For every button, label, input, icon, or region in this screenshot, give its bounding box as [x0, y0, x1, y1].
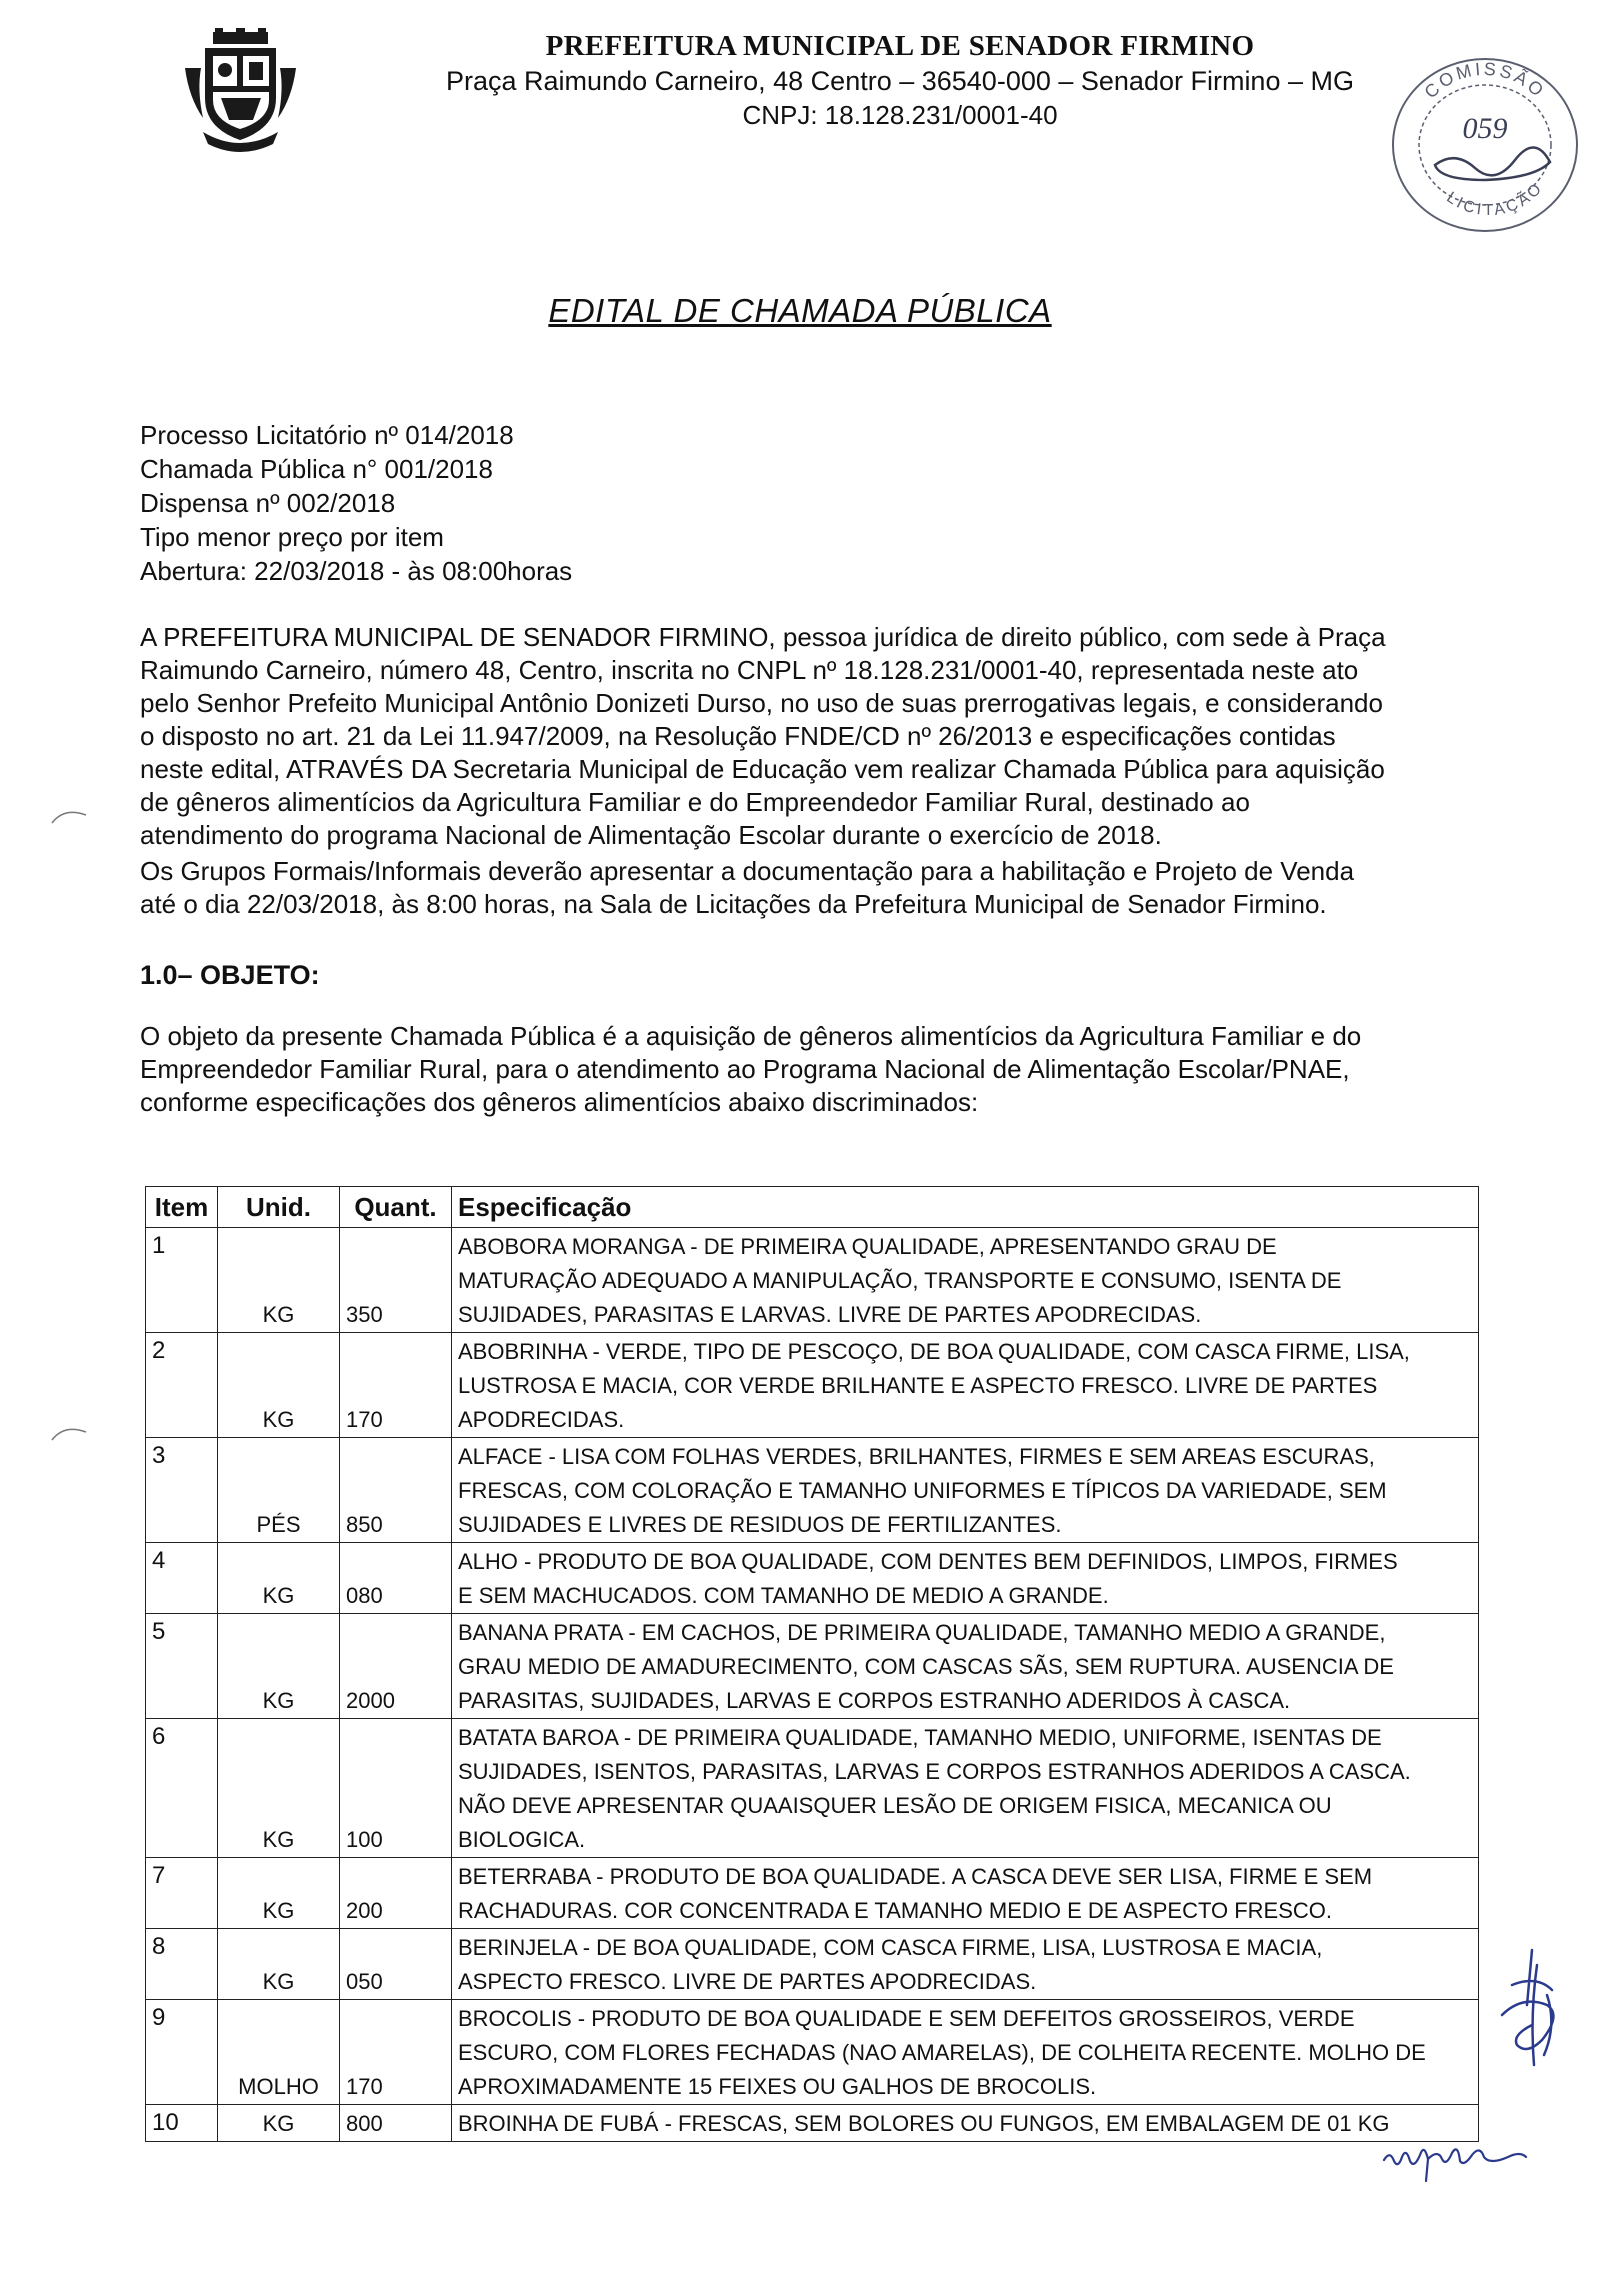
header-address: Praça Raimundo Carneiro, 48 Centro – 36540-000 – Senador Firmino – MG	[446, 66, 1354, 96]
object-paragraph	[140, 1020, 1440, 1119]
text-line: neste edital, ATRAVÉS DA Secretaria Municipal de Educação vem realizar Chamada Pública para aquisição	[140, 754, 1385, 784]
table-row	[146, 1719, 1479, 1858]
table-row	[146, 1438, 1479, 1543]
specification-line: APROXIMADAMENTE 15 FEIXES OU GALHOS DE BROCOLIS.	[458, 2074, 1097, 2099]
table-row	[146, 2105, 1479, 2142]
item-quantity: 170	[340, 1333, 452, 1438]
bid-type: Tipo menor preço por item	[140, 522, 444, 552]
item-specification	[452, 1438, 1479, 1543]
header-unit: Unid.	[218, 1187, 340, 1228]
handwritten-signature-icon	[1380, 2135, 1530, 2185]
specification-line: BERINJELA - DE BOA QUALIDADE, COM CASCA FIRME, LISA, LUSTROSA E MACIA,	[458, 1935, 1323, 1960]
specification-line: FRESCAS, COM COLORAÇÃO E TAMANHO UNIFORMES E TÍPICOS DA VARIEDADE, SEM	[458, 1478, 1387, 1503]
item-quantity: 200	[340, 1858, 452, 1929]
item-number: 5	[146, 1614, 218, 1719]
header-quantity: Quant.	[340, 1187, 452, 1228]
table-body	[146, 1228, 1479, 2142]
municipal-coat-of-arms-icon	[183, 28, 298, 158]
specification-line: BIOLOGICA.	[458, 1827, 586, 1852]
specification-line: E SEM MACHUCADOS. COM TAMANHO DE MEDIO A GRANDE.	[458, 1583, 1109, 1608]
specification-line: ALHO - PRODUTO DE BOA QUALIDADE, COM DENTES BEM DEFINIDOS, LIMPOS, FIRMES	[458, 1549, 1398, 1574]
item-unit: MOLHO	[218, 2000, 340, 2105]
public-call-number: Chamada Pública n° 001/2018	[140, 454, 493, 484]
initials-signature-icon	[1492, 1945, 1567, 2070]
text-line: de gêneros alimentícios da Agricultura Familiar e do Empreendedor Familiar Rural, destinado ao	[140, 787, 1250, 817]
items-table	[145, 1186, 1479, 2142]
stamp-number: 059	[1462, 112, 1508, 145]
text-line: até o dia 22/03/2018, às 8:00 horas, na Sala de Licitações da Prefeitura Municipal de Senador Firmino.	[140, 889, 1327, 919]
text-line: O objeto da presente Chamada Pública é a aquisição de gêneros alimentícios da Agricultura Familiar e do	[140, 1021, 1362, 1051]
document-title: EDITAL DE CHAMADA PÚBLICA	[548, 292, 1052, 329]
header-item: Item	[146, 1187, 218, 1228]
table-row	[146, 1858, 1479, 1929]
specification-line: SUJIDADES, PARASITAS E LARVAS. LIVRE DE PARTES APODRECIDAS.	[458, 1302, 1202, 1327]
item-number: 9	[146, 2000, 218, 2105]
table-row	[146, 1228, 1479, 1333]
specification-line: BANANA PRATA - EM CACHOS, DE PRIMEIRA QUALIDADE, TAMANHO MEDIO A GRANDE,	[458, 1620, 1386, 1645]
waiver-number: Dispensa nº 002/2018	[140, 488, 396, 518]
item-quantity: 100	[340, 1719, 452, 1858]
specification-line: BROCOLIS - PRODUTO DE BOA QUALIDADE E SEM DEFEITOS GROSSEIROS, VERDE	[458, 2006, 1355, 2031]
item-unit: KG	[218, 1543, 340, 1614]
text-line: Empreendedor Familiar Rural, para o atendimento ao Programa Nacional de Alimentação Escolar/PNAE,	[140, 1054, 1350, 1084]
text-line: A PREFEITURA MUNICIPAL DE SENADOR FIRMINO, pessoa jurídica de direito público, com sede à Praça	[140, 622, 1386, 652]
item-number: 6	[146, 1719, 218, 1858]
item-number: 3	[146, 1438, 218, 1543]
opening-date: Abertura: 22/03/2018 - às 08:00horas	[140, 556, 573, 586]
item-number: 7	[146, 1858, 218, 1929]
item-specification	[452, 2105, 1479, 2142]
item-quantity: 170	[340, 2000, 452, 2105]
table-row	[146, 1929, 1479, 2000]
item-quantity: 850	[340, 1438, 452, 1543]
commission-stamp	[1385, 50, 1585, 240]
specification-line: MATURAÇÃO ADEQUADO A MANIPULAÇÃO, TRANSPORTE E CONSUMO, ISENTA DE	[458, 1268, 1342, 1293]
table-row	[146, 1614, 1479, 1719]
specification-line: PARASITAS, SUJIDADES, LARVAS E CORPOS ESTRANHO ADERIDOS À CASCA.	[458, 1688, 1291, 1713]
table-header-row	[146, 1187, 1479, 1228]
item-quantity: 080	[340, 1543, 452, 1614]
item-number: 2	[146, 1333, 218, 1438]
specification-line: LUSTROSA E MACIA, COR VERDE BRILHANTE E ASPECTO FRESCO. LIVRE DE PARTES	[458, 1373, 1378, 1398]
specification-line: ESCURO, COM FLORES FECHADAS (NAO AMARELAS), DE COLHEITA RECENTE. MOLHO DE	[458, 2040, 1426, 2065]
item-unit: KG	[218, 1333, 340, 1438]
specification-line: ABOBRINHA - VERDE, TIPO DE PESCOÇO, DE BOA QUALIDADE, COM CASCA FIRME, LISA,	[458, 1339, 1410, 1364]
item-specification	[452, 1543, 1479, 1614]
process-number: Processo Licitatório nº 014/2018	[140, 420, 514, 450]
specification-line: SUJIDADES E LIVRES DE RESIDUOS DE FERTILIZANTES.	[458, 1512, 1062, 1537]
item-quantity: 800	[340, 2105, 452, 2142]
svg-text:COMISSÃO	[1420, 59, 1549, 103]
text-line: atendimento do programa Nacional de Alimentação Escolar durante o exercício de 2018.	[140, 820, 1162, 850]
specification-line: RACHADURAS. COR CONCENTRADA E TAMANHO MEDIO E DE ASPECTO FRESCO.	[458, 1898, 1333, 1923]
deadline-paragraph	[140, 855, 1440, 921]
specification-line: ASPECTO FRESCO. LIVRE DE PARTES APODRECIDAS.	[458, 1969, 1037, 1994]
item-specification	[452, 1858, 1479, 1929]
item-specification	[452, 2000, 1479, 2105]
item-quantity: 2000	[340, 1614, 452, 1719]
section-heading: 1.0– OBJETO:	[140, 960, 320, 990]
table-row	[146, 1333, 1479, 1438]
header-title: PREFEITURA MUNICIPAL DE SENADOR FIRMINO	[545, 30, 1255, 62]
item-unit: KG	[218, 1929, 340, 2000]
item-unit: PÉS	[218, 1438, 340, 1543]
text-line: Raimundo Carneiro, número 48, Centro, inscrita no CNPL nº 18.128.231/0001-40, representada neste ato	[140, 655, 1359, 685]
stamp-top-text: COMISSÃO	[1420, 58, 1550, 103]
item-specification	[452, 1929, 1479, 2000]
specification-line: ALFACE - LISA COM FOLHAS VERDES, BRILHANTES, FIRMES E SEM AREAS ESCURAS,	[458, 1444, 1375, 1469]
item-number: 8	[146, 1929, 218, 2000]
item-unit: KG	[218, 2105, 340, 2142]
item-unit: KG	[218, 1614, 340, 1719]
text-line: Os Grupos Formais/Informais deverão apresentar a documentação para a habilitação e Projeto de Venda	[140, 856, 1355, 886]
item-unit: KG	[218, 1858, 340, 1929]
item-specification	[452, 1228, 1479, 1333]
text-line: o disposto no art. 21 da Lei 11.947/2009, na Resolução FNDE/CD nº 26/2013 e especificações contidas	[140, 721, 1336, 751]
item-quantity: 050	[340, 1929, 452, 2000]
specification-line: BROINHA DE FUBÁ - FRESCAS, SEM BOLORES OU FUNGOS, EM EMBALAGEM DE 01 KG	[458, 2111, 1390, 2136]
text-line: pelo Senhor Prefeito Municipal Antônio Donizeti Durso, no uso de suas prerrogativas legais, e considerando	[140, 688, 1383, 718]
header-cnpj: CNPJ: 18.128.231/0001-40	[742, 100, 1058, 130]
item-quantity: 350	[340, 1228, 452, 1333]
item-specification	[452, 1333, 1479, 1438]
specification-line: BATATA BAROA - DE PRIMEIRA QUALIDADE, TAMANHO MEDIO, UNIFORME, ISENTAS DE	[458, 1725, 1382, 1750]
stamp-signature-icon	[1435, 147, 1550, 180]
svg-text:LICITAÇÃO	[1443, 179, 1547, 219]
specification-line: GRAU MEDIO DE AMADURECIMENTO, COM CASCAS SÃS, SEM RUPTURA. AUSENCIA DE	[458, 1654, 1394, 1679]
margin-mark	[50, 1422, 90, 1442]
item-specification	[452, 1614, 1479, 1719]
item-specification	[452, 1719, 1479, 1858]
header-specification: Especificação	[452, 1187, 1479, 1228]
item-unit: KG	[218, 1228, 340, 1333]
table-row	[146, 2000, 1479, 2105]
item-unit: KG	[218, 1719, 340, 1858]
specification-line: NÃO DEVE APRESENTAR QUAAISQUER LESÃO DE ORIGEM FISICA, MECANICA OU	[458, 1793, 1332, 1818]
item-number: 4	[146, 1543, 218, 1614]
specification-line: SUJIDADES, ISENTOS, PARASITAS, LARVAS E CORPOS ESTRANHOS ADERIDOS A CASCA.	[458, 1759, 1411, 1784]
intro-paragraph	[140, 621, 1440, 852]
text-line: conforme especificações dos gêneros alimentícios abaixo discriminados:	[140, 1087, 979, 1117]
item-number: 1	[146, 1228, 218, 1333]
specification-line: APODRECIDAS.	[458, 1407, 625, 1432]
specification-line: ABOBORA MORANGA - DE PRIMEIRA QUALIDADE, APRESENTANDO GRAU DE	[458, 1234, 1277, 1259]
stamp-bottom-text: LICITAÇÃO	[1443, 178, 1547, 220]
specification-line: BETERRABA - PRODUTO DE BOA QUALIDADE. A CASCA DEVE SER LISA, FIRME E SEM	[458, 1864, 1373, 1889]
item-number: 10	[146, 2105, 218, 2142]
table-row	[146, 1543, 1479, 1614]
margin-mark	[50, 805, 90, 825]
